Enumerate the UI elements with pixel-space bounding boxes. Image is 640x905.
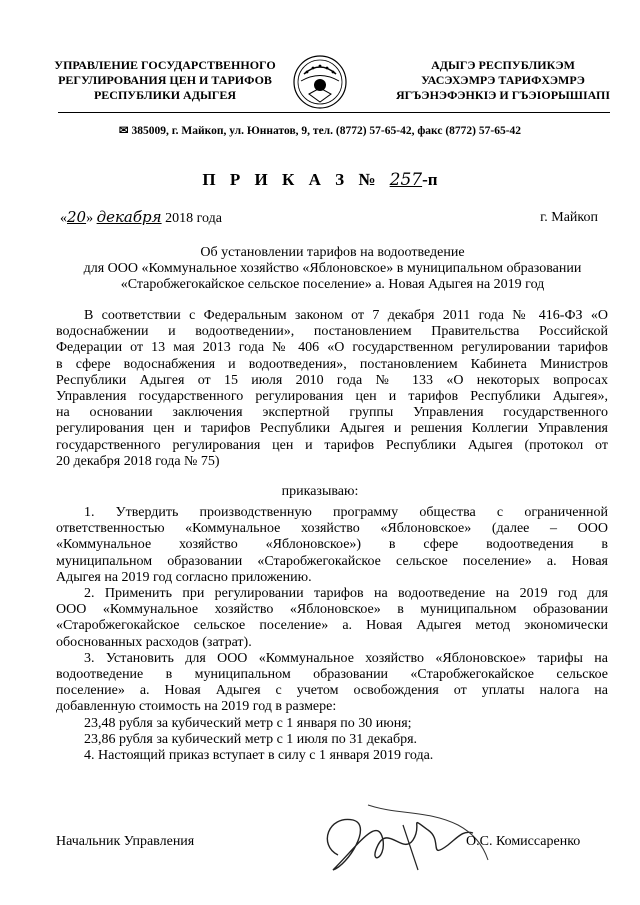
address-text: 385009, г. Майкоп, ул. Юннатов, 9, тел. (8772) 57-65-42, факс (8772) 57-65-42 — [131, 125, 522, 137]
order-city: г. Майкоп — [540, 210, 598, 225]
signatory-position: Начальник Управления — [56, 834, 195, 849]
text-line: В соответствии с Федеральным законом от 7 декабря 2011 года № 416-ФЗ «О — [84, 308, 608, 323]
text-line: 20 декабря 2018 года № 75) — [56, 453, 220, 469]
order-items — [56, 505, 608, 764]
preamble-paragraph — [56, 308, 608, 470]
text-line: в сфере водоснабжения и водоотведения», постановлением Кабинета Министров — [56, 356, 608, 372]
page-title — [0, 170, 640, 190]
text-line: ответственностью «Коммунальное хозяйство «Яблоновское» (далее – ООО — [56, 521, 608, 537]
text-line: 1. Утвердить производственную программу общества с ограниченной — [84, 505, 608, 520]
header-line: РЕГУЛИРОВАНИЯ ЦЕН И ТАРИФОВ — [58, 73, 272, 87]
text-line: добавленную стоимость на 2019 год в размере: — [56, 699, 337, 715]
address-line — [0, 123, 640, 137]
header-line: УПРАВЛЕНИЕ ГОСУДАРСТВЕННОГО — [54, 58, 276, 72]
order-subject — [55, 245, 610, 293]
text-line: «Старобжегокайское сельское поселение» а. Новая Адыгея метод экономически — [56, 618, 608, 634]
date-day: 20 — [67, 208, 87, 226]
header-line: АДЫГЭ РЕСПУБЛИКЭМ — [431, 58, 575, 72]
text-line: водоотведение в муниципальном образовании «Старобжегокайское сельское — [56, 667, 608, 683]
text-line: «Коммунальное хозяйство «Яблоновское») в сфере водоотведения в — [56, 537, 608, 553]
text-line: 4. Настоящий приказ вступает в силу с 1 января 2019 года. — [84, 748, 434, 764]
text-line: 2. Применить при регулировании тарифов на водоотведение на 2019 год для — [84, 586, 608, 602]
subject-line: Об установлении тарифов на водоотведение — [200, 245, 465, 260]
header-org-russian — [50, 58, 280, 103]
text-line: поселение» а. Новая Адыгея с учетом освобождения от уплаты налога на — [56, 683, 608, 699]
text-line: на основании заключения экспертной группы Управления государственного — [56, 405, 608, 421]
header-line: УАСЭХЭМРЭ ТАРИФХЭМРЭ — [421, 73, 585, 87]
subject-line: для ООО «Коммунальное хозяйство «Яблоновское» в муниципальном образовании — [83, 261, 582, 276]
text-line: государственного регулирования цен и тарифов Республики Адыгея (протокол от — [56, 437, 608, 453]
text-line: водоснабжении и водоотведении», постановлением Правительства Российской — [56, 324, 608, 340]
header-org-adyghe — [388, 58, 618, 103]
signatory-name: О.С. Комиссаренко — [466, 834, 581, 849]
text-line: 23,48 рубля за кубический метр с 1 января по 30 июня; — [84, 715, 412, 731]
order-number: 257 — [389, 170, 423, 190]
order-word: приказываю: — [281, 484, 359, 499]
date-month: декабря — [96, 208, 162, 226]
title-text: П Р И К А З № — [202, 170, 381, 189]
text-line: регулирования цен и тарифов Республики Адыгея и решения Коллегии Управления — [56, 421, 608, 437]
envelope-icon: ✉ — [118, 125, 129, 137]
text-line: 3. Установить для ООО «Коммунальное хозяйство «Яблоновское» тарифы на — [84, 650, 608, 666]
header-line: РЕСПУБЛИКИ АДЫГЕЯ — [93, 88, 237, 102]
date-year: 2018 года — [165, 211, 222, 226]
text-line: 23,86 рубля за кубический метр с 1 июля по 31 декабря. — [84, 731, 418, 747]
header-divider — [58, 112, 610, 113]
header-line: ЯГЪЭНЭФЭНКІЭ И ГЪЭІОРЫШІАПІ — [395, 88, 611, 102]
order-suffix: -п — [422, 170, 438, 189]
text-line: ООО «Коммунальное хозяйство «Яблоновское» в муниципальном образовании — [56, 602, 608, 618]
coat-of-arms-emblem-icon — [287, 54, 353, 110]
text-line: Адыгея на 2019 год согласно приложению. — [56, 569, 312, 585]
subject-line: «Старобжегокайское сельское поселение» а. Новая Адыгея на 2019 год — [120, 277, 545, 292]
order-date: «20» декабря 2018 года — [60, 208, 222, 226]
text-line: обоснованных расходов (затрат). — [56, 634, 252, 650]
text-line: Республики Адыгея от 15 июля 2010 года № 133 «О некоторых вопросах — [56, 372, 608, 388]
text-line: муниципальном образовании «Старобжегокайское сельское поселение» а. Новая — [56, 553, 608, 569]
text-line: Управления государственного регулирования цен и тарифов Республики Адыгея», — [56, 389, 608, 405]
text-line: Федерации от 13 мая 2013 года № 406 «О государственном регулировании тарифов — [56, 340, 608, 356]
